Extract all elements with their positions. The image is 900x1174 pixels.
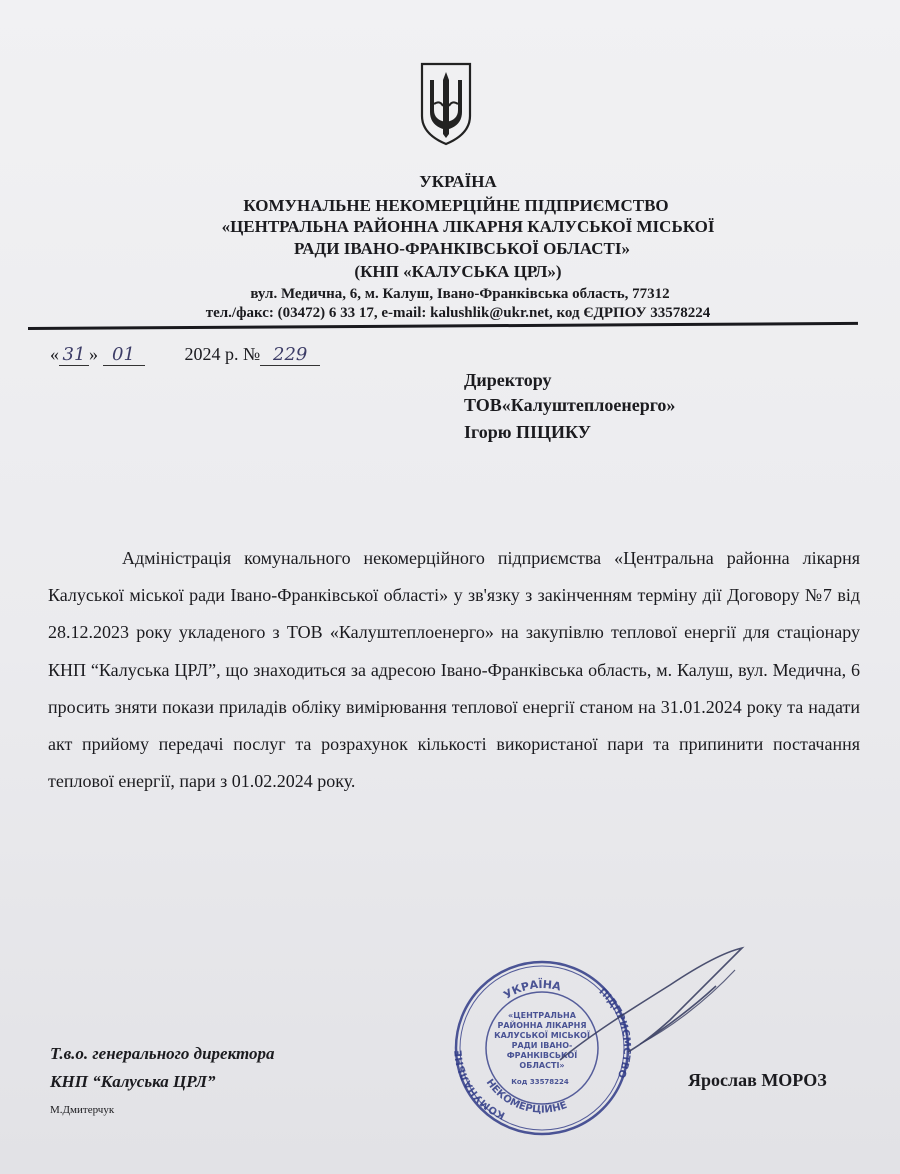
signer-name: Ярослав МОРОЗ [688,1070,827,1090]
date-day: 31 [59,344,89,366]
header-contacts: тел./факс: (03472) 6 33 17, e-mail: kalushlik@ukr.net, код ЄДРПОУ 33578224 [205,305,711,321]
stamp-bottom-arc: НЕКОМЕРЦІЙНЕ [483,1077,569,1116]
stamp-center-line3: КАЛУСЬКОЇ МІСЬКОЇ [494,1031,590,1040]
stamp-center-line1: «ЦЕНТРАЛЬНА [508,1011,576,1020]
header-divider [28,322,858,330]
handwritten-signature [520,940,760,1090]
header-address: вул. Медична, 6, м. Калуш, Івано-Франківська область, 77312 [250,286,670,302]
addressee-position: Директору [464,370,552,390]
addressee-name: Ігорю ПІЦИКУ [464,422,591,442]
date-close-quote: » [89,344,98,364]
signer-title-line1: Т.в.о. генерального директора [50,1044,275,1063]
stamp-right-arc: ПІДПРИЄМСТВО [596,986,632,1080]
header-org-line1: КОМУНАЛЬНЕ НЕКОМЕРЦІЙНЕ ПІДПРИЄМСТВО [243,196,669,215]
header-org-line3: РАДИ ІВАНО-ФРАНКІВСЬКОЇ ОБЛАСТІ» [294,239,630,258]
stamp-center-line4: РАДИ ІВАНО- [511,1041,573,1050]
executor-name: М.Дмитерчук [50,1104,115,1116]
outgoing-number: 229 [260,344,320,366]
stamp-left-arc: КОМУНАЛЬНЕ [453,1049,507,1121]
outgoing-date-line [50,344,320,366]
date-year: 2024 р. № [184,344,261,364]
stamp-code: Код 33578224 [511,1078,569,1086]
date-month: 01 [103,344,145,366]
date-open-quote: « [50,344,59,364]
header-org-short: (КНП «КАЛУСЬКА ЦРЛ») [354,262,562,281]
letter-body: Адміністрація комунального некомерційного підприємства «Центральна районна лікарня Калуської міської ради Івано-Франківської області» у зв'язку з закінченням терміну дії Договору №7 від 28.12.2023 року укладеного з ТОВ «Калуштеплоенерго» на закупівлю теплової енергії для стаціонару КНП “Калуська ЦРЛ”, що знаходиться за адресою Івано-Франківська область, м. Калуш, вул. Медична, 6 просить зняти покази приладів обліку вимірювання теплової енергії станом на 31.01.2024 року та надати акт прийому передачі послуг та розрахунок кількості використаної пари та припинити постачання теплової енергії, пари з 01.02.2024 року. [48,548,860,792]
stamp-center-line5: ФРАНКІВСЬКОЇ [506,1051,578,1060]
header-org-line2: «ЦЕНТРАЛЬНА РАЙОННА ЛІКАРНЯ КАЛУСЬКОЇ МІСЬКОЇ [221,217,715,236]
stamp-center-line6: ОБЛАСТІ» [519,1061,565,1070]
header-country: УКРАЇНА [419,172,497,191]
stamp-center-line2: РАЙОННА ЛІКАРНЯ [497,1021,587,1030]
addressee-company: ТОВ«Калуштеплоенерго» [464,395,676,415]
signer-title-line2: КНП “Калуська ЦРЛ” [50,1072,216,1091]
trident-emblem-icon [416,60,476,146]
stamp-top-arc: УКРАЇНА [501,977,563,1002]
